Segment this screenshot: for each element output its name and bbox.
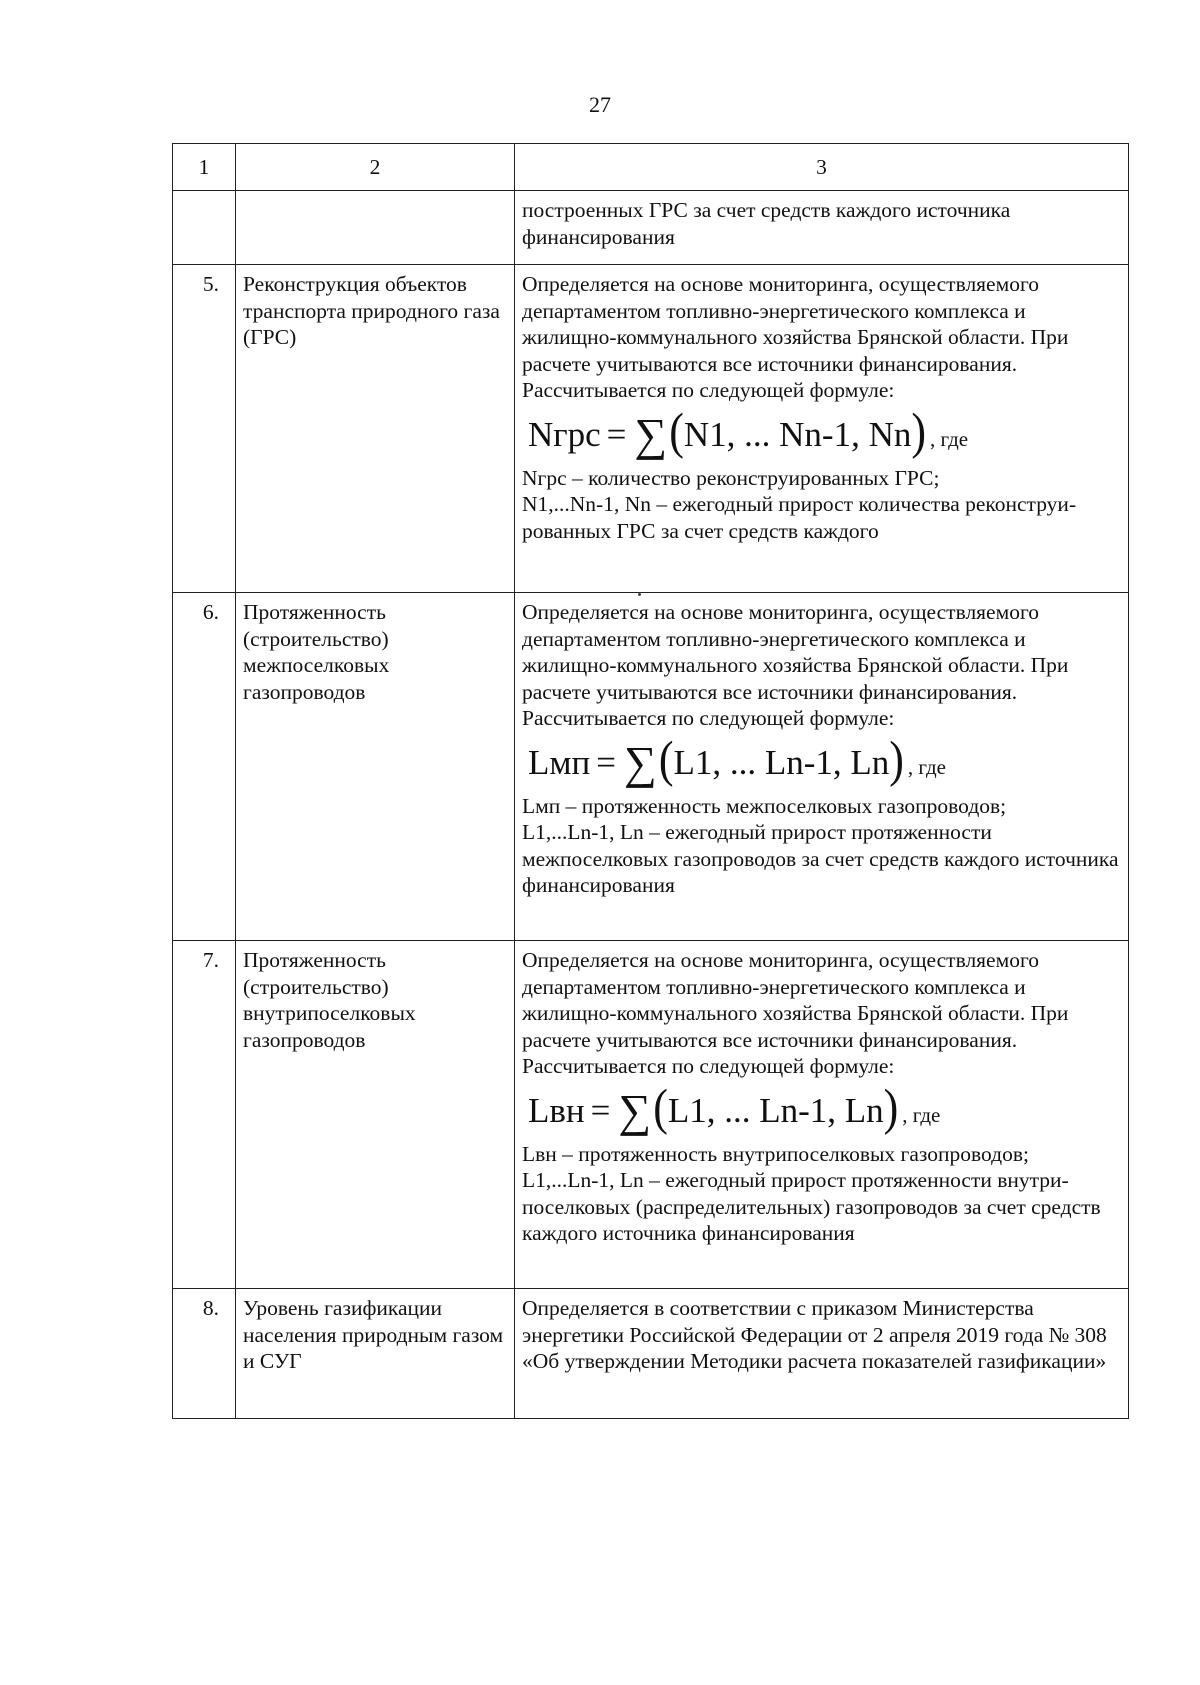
scan-speck [638,593,641,596]
formula-open-paren: ( [669,402,684,460]
definition-line: L1,...Ln-1, Ln – ежегодный прирост протяженности межпоселковых газопроводов за счет средств каждого источника финансирования [522,820,1119,897]
table-row [173,265,1129,593]
table-row [173,191,1129,265]
formula-where: , где [907,754,946,779]
header-col-1: 1 [173,144,236,191]
indicator-name [236,191,515,265]
row-number [173,191,236,265]
formula-args: N1, ... Nn-1, Nn [683,414,912,454]
formula [528,402,1121,463]
formula-lhs: Nгрс [528,414,601,454]
definition-line: Lвн – протяженность внутрипоселковых газопроводов; [522,1141,1029,1166]
definition-line: Nгрс – количество реконструированных ГРС; [522,465,940,490]
formula-args: L1, ... Ln-1, Ln [673,742,890,782]
indicators-table [172,143,1129,1419]
formula-close-paren: ) [883,1078,899,1136]
table-row [173,941,1129,1289]
sum-symbol: ∑ [624,736,657,788]
formula-equals: = [606,414,627,454]
formula-equals: = [596,742,617,782]
formula [528,730,1121,791]
formula-where: , где [902,1102,941,1127]
page-number: 27 [589,92,611,117]
header-col-3: 3 [515,144,1129,191]
method-description [515,265,1129,593]
description-text: Определяется на основе мониторинга, осуществляемого департаментом топливно-энергетического комплекса и жилищно-коммунального хозяйства Брянской области. При расчете учитываются все источники финансирования. Рассчитывается по следующей формуле: [522,600,1069,730]
formula-lhs: Lвн [528,1090,585,1130]
method-description [515,593,1129,941]
header-col-2: 2 [236,144,515,191]
sum-symbol: ∑ [618,1084,652,1136]
formula-close-paren: ) [911,402,927,460]
indicator-name: Протяженность (строительство) межпоселковых газопроводов [236,593,515,941]
indicator-name: Протяженность (строительство) внутрипоселковых газопроводов [236,941,515,1289]
table-header-row [173,144,1129,191]
formula-equals: = [590,1090,611,1130]
formula-close-paren: ) [889,730,904,788]
method-description [515,191,1129,265]
formula-args: L1, ... Ln-1, Ln [667,1090,884,1130]
description-text: Определяется на основе мониторинга, осуществляемого департаментом топливно-энергетического комплекса и жилищно-коммунального хозяйства Брянской области. При расчете учитываются все источники финансирования. Рассчитывается по следующей формуле: [522,272,1069,402]
formula-where: , где [930,426,969,451]
indicator-name: Реконструкция объектов транспорта природного газа (ГРС) [236,265,515,593]
table-row [173,593,1129,941]
description-text: Определяется на основе мониторинга, осуществляемого департаментом топливно-энергетического комплекса и жилищно-коммунального хозяйства Брянской области. При расчете учитываются все источники финансирования. Рассчитывается по следующей формуле: [522,948,1069,1078]
description-text: Определяется в соответствии с приказом Министерства энергетики Российской Федерации от 2 апреля 2019 года № 308 «Об утверждении Методики расчета показателей газификации» [522,1296,1107,1373]
row-number: 7. [173,941,236,1289]
table-row [173,1289,1129,1419]
formula-open-paren: ( [653,1078,668,1136]
method-description [515,1289,1129,1419]
formula-open-paren: ( [658,730,674,788]
indicator-name: Уровень газификации населения природным газом и СУГ [236,1289,515,1419]
formula [528,1078,1121,1139]
method-description [515,941,1129,1289]
row-number: 8. [173,1289,236,1419]
sum-symbol: ∑ [634,408,668,460]
formula-lhs: Lмп [528,742,591,782]
row-number: 6. [173,593,236,941]
definition-line: Lмп – протяженность межпоселковых газопроводов; [522,793,1007,818]
row-number: 5. [173,265,236,593]
definition-line: L1,...Ln-1, Ln – ежегодный прирост протяженности внутри-поселковых (распределительных) газопроводов за счет средств каждого источника финансирования [522,1168,1101,1245]
description-text: построенных ГРС за счет средств каждого источника финансирования [522,198,1011,249]
definition-line: N1,...Nn-1, Nn – ежегодный прирост количества реконструи-рованных ГРС за счет средств каждого [522,492,1077,543]
